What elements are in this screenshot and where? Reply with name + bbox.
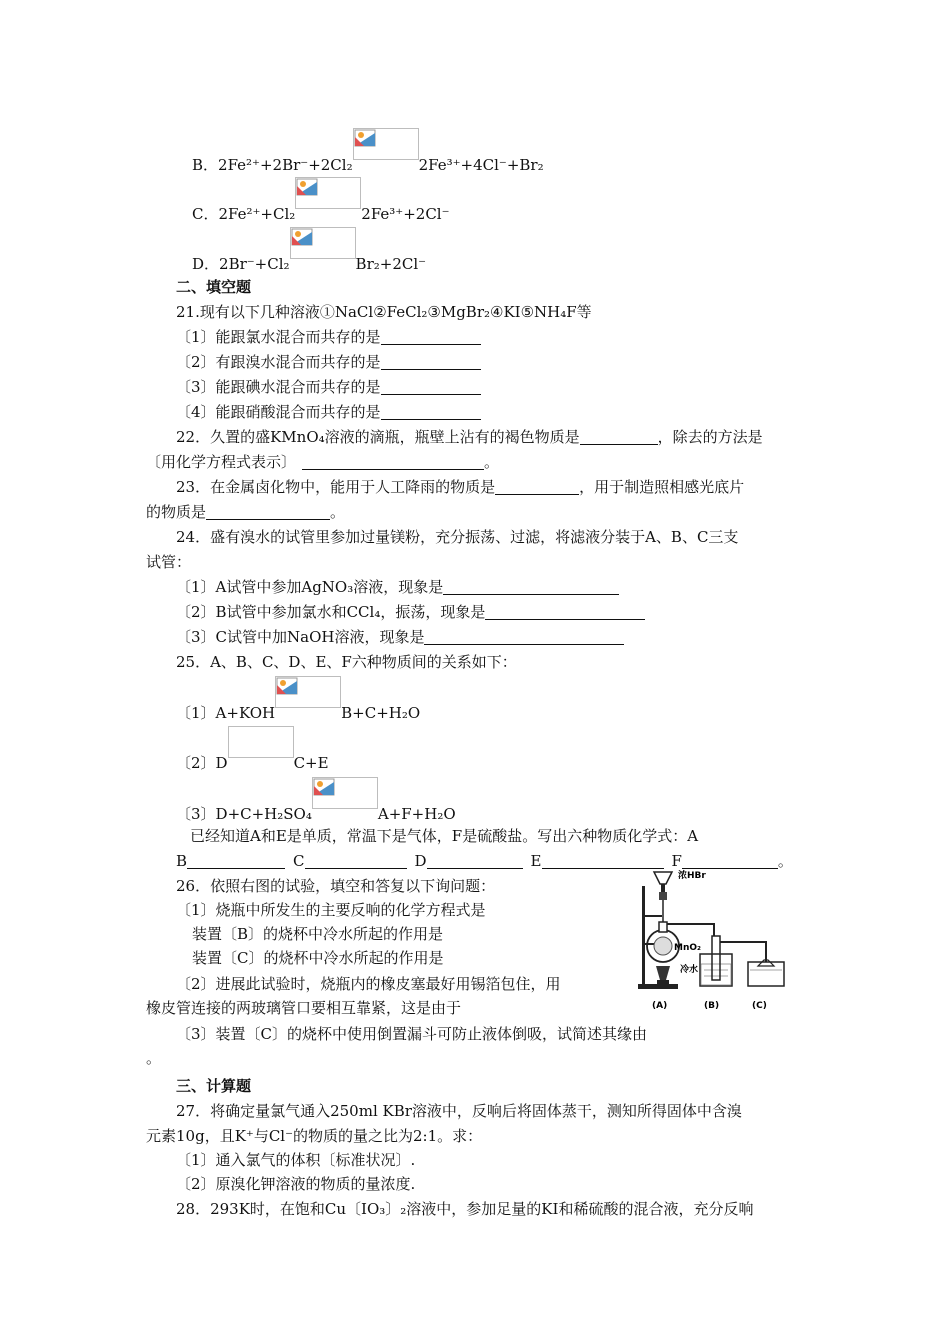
q22-text: 22．久置的盛KMnO₄溶液的滴瓶，瓶壁上沾有的褐色物质是: [176, 428, 580, 446]
answer-label: D: [414, 852, 427, 870]
reaction-lhs: 〔2〕D: [176, 754, 228, 772]
q27-line-2: 元素10g，且K⁺与Cl⁻的物质的量之比为2:1。求：: [146, 1127, 483, 1145]
equation-rhs: Br₂+2Cl⁻: [355, 255, 427, 273]
label-b: (B): [704, 1001, 720, 1011]
q26-line-5: 橡皮管连接的两玻璃管口要相互靠紧，这是由于: [146, 999, 462, 1017]
q21-item-1: [176, 327, 481, 347]
answer-blank[interactable]: [381, 403, 481, 420]
option-d: [192, 239, 426, 274]
image-placeholder-icon: [312, 777, 378, 809]
q23-line-2: [146, 502, 345, 522]
q21-item-text: 〔2〕有跟溴水混合而共存的是: [176, 353, 381, 371]
label-water: 冷水: [680, 965, 699, 975]
q26-line-4: 〔2〕进展此试验时，烧瓶内的橡皮塞最好用锡箔包住，用: [176, 975, 561, 993]
q21-item-3: [176, 377, 481, 397]
equation-lhs: 2Br⁻+Cl₂: [219, 255, 290, 273]
option-b: [192, 140, 544, 175]
q25-stem: 25．A、B、C、D、E、F六种物质间的关系如下：: [176, 653, 517, 671]
answer-blank[interactable]: [427, 852, 523, 869]
q26-line-3: 装置〔C〕的烧杯中冷水所起的作用是: [192, 949, 444, 967]
q21-item-2: [176, 352, 481, 372]
image-placeholder-icon: [295, 177, 361, 209]
q24-item-3: [176, 627, 624, 647]
q21-item-4: [176, 402, 481, 422]
q27-item-1: 〔1〕通入氯气的体积〔标准状况〕.: [176, 1151, 416, 1169]
q23-text: 23．在金属卤化物中，能用于人工降雨的物质是: [176, 478, 496, 496]
period: 。: [777, 852, 793, 870]
q25-reaction-3: [176, 789, 456, 824]
option-label: C．: [192, 205, 219, 223]
q26-stem: 26．依照右图的试验，填空和答复以下询问题：: [176, 877, 496, 895]
reaction-lhs: 〔1〕A+KOH: [176, 704, 276, 722]
answer-blank[interactable]: [305, 852, 407, 869]
option-c: [192, 189, 450, 224]
reaction-rhs: A+F+H₂O: [377, 805, 456, 823]
answer-blank[interactable]: [187, 852, 285, 869]
answer-blank[interactable]: [302, 453, 484, 470]
q22-text: ，除去的方法是: [657, 428, 763, 446]
q22-line-2: [146, 452, 499, 472]
answer-blank[interactable]: [495, 478, 579, 495]
q25-reaction-2: [176, 738, 329, 773]
image-placeholder-icon: [228, 726, 294, 758]
q23-line-1: [176, 477, 744, 497]
image-placeholder-icon: [353, 128, 419, 160]
apparatus-figure: [632, 866, 804, 1016]
answer-blank[interactable]: [206, 503, 330, 520]
reaction-rhs: C+E: [293, 754, 329, 772]
q21-item-text: 〔3〕能跟碘水混合而共存的是: [176, 378, 381, 396]
image-placeholder-icon: [275, 676, 341, 708]
q22-text: 〔用化学方程式表示〕: [146, 453, 297, 471]
equation-lhs: 2Fe²⁺+2Br⁻+2Cl₂: [218, 156, 353, 174]
answer-label: C: [293, 852, 305, 870]
label-a: (A): [652, 1001, 668, 1011]
q23-text: 。: [330, 503, 346, 521]
answer-blank[interactable]: [485, 603, 645, 620]
equation-rhs: 2Fe³⁺+2Cl⁻: [361, 205, 450, 223]
answer-label: F: [671, 852, 682, 870]
q23-text: 的物质是: [146, 503, 207, 521]
label-hbr: 浓HBr: [678, 871, 706, 881]
reaction-rhs: B+C+H₂O: [341, 704, 421, 722]
q21-stem: 21.现有以下几种溶液①NaCl②FeCl₂③MgBr₂④KI⑤NH₄F等: [176, 303, 592, 321]
answer-blank[interactable]: [424, 628, 624, 645]
q27-line-1: 27．将确定量氯气通入250ml KBr溶液中，反响后将固体蒸干，测知所得固体中含溴: [176, 1102, 742, 1120]
q27-item-2: 〔2〕原溴化钾溶液的物质的量浓度.: [176, 1175, 416, 1193]
q24-item-1: [176, 577, 619, 597]
q23-text: ，用于制造照相感光底片: [579, 478, 745, 496]
reaction-lhs: 〔3〕D+C+H₂SO₄: [176, 805, 312, 823]
answer-blank[interactable]: [443, 578, 619, 595]
answer-blank[interactable]: [381, 328, 481, 345]
q24-item-text: 〔1〕A试管中参加AgNO₃溶液，现象是: [176, 578, 444, 596]
q24-item-text: 〔3〕C试管中加NaOH溶液，现象是: [176, 628, 425, 646]
label-mno2: MnO₂: [674, 943, 701, 953]
section-heading-fill: 二、填空题: [176, 278, 252, 296]
label-c: (C): [752, 1001, 767, 1011]
answer-blank[interactable]: [381, 378, 481, 395]
q26-line-6: 〔3〕装置〔C〕的烧杯中使用倒置漏斗可防止液体倒吸，试简述其缘由: [176, 1025, 648, 1043]
q26-line-2: 装置〔B〕的烧杯中冷水所起的作用是: [192, 925, 444, 943]
q21-item-text: 〔4〕能跟硝酸混合而共存的是: [176, 403, 381, 421]
q22-text: 。: [484, 453, 500, 471]
q24-item-text: 〔2〕B试管中参加氯水和CCl₄，振荡，现象是: [176, 603, 486, 621]
option-label: B．: [192, 156, 219, 174]
q24-item-2: [176, 602, 645, 622]
q24-line-1: 24．盛有溴水的试管里参加过量镁粉，充分振荡、过滤，将滤液分装于A、B、C三支: [176, 528, 739, 546]
image-placeholder-icon: [290, 227, 356, 259]
equation-rhs: 2Fe³⁺+4Cl⁻+Br₂: [418, 156, 544, 174]
equation-lhs: 2Fe²⁺+Cl₂: [218, 205, 296, 223]
answer-label: B: [176, 852, 188, 870]
q24-line-2: 试管：: [146, 553, 192, 571]
answer-blank[interactable]: [580, 428, 658, 445]
q25-reaction-1: [176, 688, 420, 723]
q21-item-text: 〔1〕能跟氯水混合而共存的是: [176, 328, 381, 346]
q22-line-1: [176, 427, 763, 447]
section-heading-calc: 三、计算题: [176, 1077, 252, 1095]
q26-line-7: 。: [146, 1049, 162, 1067]
q26-line-1: 〔1〕烧瓶中所发生的主要反响的化学方程式是: [176, 901, 486, 919]
answer-label: E: [530, 852, 542, 870]
answer-blank[interactable]: [381, 353, 481, 370]
option-label: D．: [192, 255, 220, 273]
q25-known: 已经知道A和E是单质，常温下是气体，F是硫酸盐。写出六种物质化学式：A: [190, 827, 699, 845]
q28-line-1: 28．293K时，在饱和Cu〔IO₃〕₂溶液中，参加足量的KI和稀硫酸的混合液，充分反响: [176, 1200, 754, 1218]
